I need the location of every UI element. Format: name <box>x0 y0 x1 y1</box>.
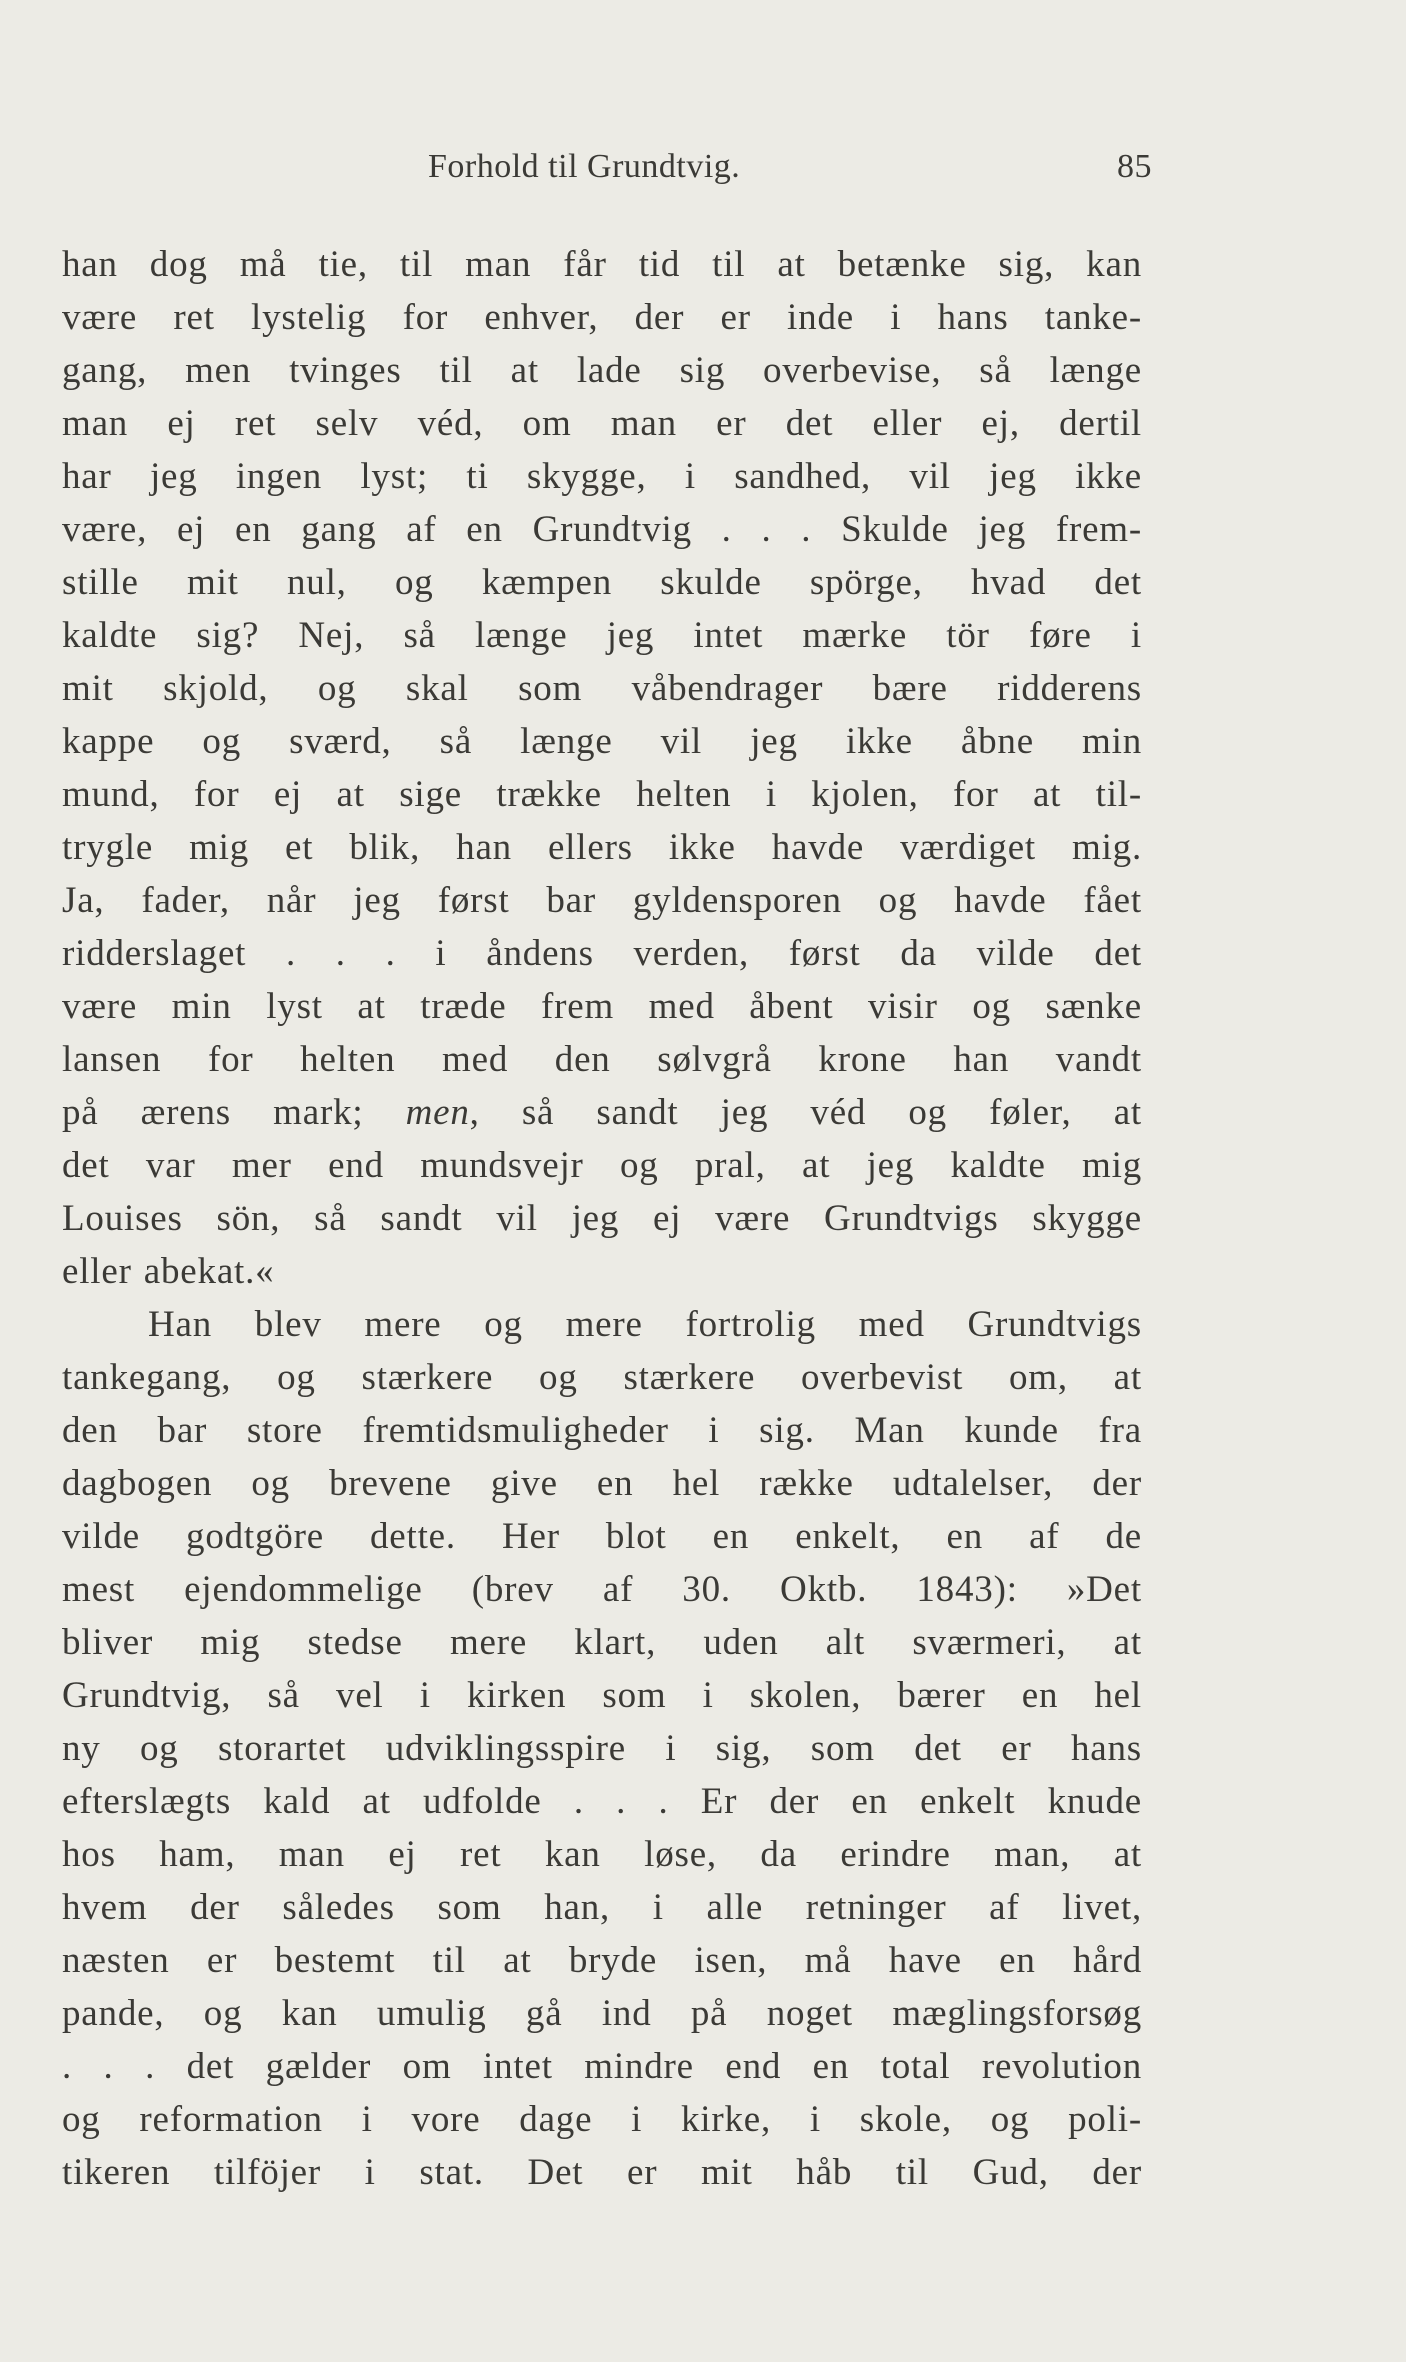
text-line: pande, og kan umulig gå ind på noget mæglingsforsøg <box>62 1993 1142 2034</box>
text-line: Grundtvig, så vel i kirken som i skolen, bærer en hel <box>62 1675 1142 1716</box>
text-line: hvem der således som han, i alle retninger af livet, <box>62 1887 1142 1928</box>
text-line: det var mer end mundsvejr og pral, at jeg kaldte mig <box>62 1145 1142 1186</box>
text-line: den bar store fremtidsmuligheder i sig. Man kunde fra <box>62 1410 1142 1451</box>
text-line: vilde godtgöre dette. Her blot en enkelt, en af de <box>62 1516 1142 1557</box>
line-segment: på ærens mark; <box>62 1092 406 1133</box>
body-text <box>62 238 1142 2199</box>
text-line: næsten er bestemt til at bryde isen, må have en hård <box>62 1940 1142 1981</box>
text-line: har jeg ingen lyst; ti skygge, i sandhed, vil jeg ikke <box>62 456 1142 497</box>
text-line: være ret lystelig for enhver, der er inde i hans tanke- <box>62 297 1142 338</box>
text-line: gang, men tvinges til at lade sig overbevise, så længe <box>62 350 1142 391</box>
text-line: Ja, fader, når jeg først bar gyldensporen og havde fået <box>62 880 1142 921</box>
text-line: man ej ret selv véd, om man er det eller ej, dertil <box>62 403 1142 444</box>
text-line: eller abekat.« <box>62 1251 275 1292</box>
text-line: ny og storartet udviklingsspire i sig, som det er hans <box>62 1728 1142 1769</box>
text-line: og reformation i vore dage i kirke, i skole, og poli- <box>62 2099 1142 2140</box>
text-line: hos ham, man ej ret kan løse, da erindre man, at <box>62 1834 1142 1875</box>
text-line: mest ejendommelige (brev af 30. Oktb. 1843): »Det <box>62 1569 1142 1610</box>
text-line: tankegang, og stærkere og stærkere overbevist om, at <box>62 1357 1142 1398</box>
text-line: kappe og sværd, så længe vil jeg ikke åbne min <box>62 721 1142 762</box>
text-line: efterslægts kald at udfolde . . . Er der en enkelt knude <box>62 1781 1142 1822</box>
text-line: mit skjold, og skal som våbendrager bære ridderens <box>62 668 1142 709</box>
text-line: han dog må tie, til man får tid til at betænke sig, kan <box>62 244 1142 285</box>
text-line: Louises sön, så sandt vil jeg ej være Grundtvigs skygge <box>62 1198 1142 1239</box>
text-line: lansen for helten med den sølvgrå krone han vandt <box>62 1039 1142 1080</box>
text-line: dagbogen og brevene give en hel række udtalelser, der <box>62 1463 1142 1504</box>
emphasized-word: men <box>405 1092 470 1133</box>
text-line: . . . det gælder om intet mindre end en total revolution <box>62 2046 1142 2087</box>
text-line: være min lyst at træde frem med åbent visir og sænke <box>62 986 1142 1027</box>
page-number: 85 <box>1117 148 1152 185</box>
text-line: mund, for ej at sige trække helten i kjolen, for at til- <box>62 774 1142 815</box>
text-line: være, ej en gang af en Grundtvig . . . Skulde jeg frem- <box>62 509 1142 550</box>
text-line: ridderslaget . . . i åndens verden, først da vilde det <box>62 933 1142 974</box>
running-head <box>62 148 1152 198</box>
text-line: tikeren tilföjer i stat. Det er mit håb til Gud, der <box>62 2152 1142 2193</box>
paragraph-first-line: Han blev mere og mere fortrolig med Grundtvigs <box>148 1304 1142 1345</box>
text-line-with-emphasis <box>62 1086 1142 1139</box>
text-line: trygle mig et blik, han ellers ikke havde værdiget mig. <box>62 827 1142 868</box>
line-segment: , så sandt jeg véd og føler, at <box>469 1092 1142 1133</box>
running-title: Forhold til Grundtvig. <box>428 148 741 185</box>
text-line: stille mit nul, og kæmpen skulde spörge, hvad det <box>62 562 1142 603</box>
text-line: kaldte sig? Nej, så længe jeg intet mærke tör føre i <box>62 615 1142 656</box>
text-line: bliver mig stedse mere klart, uden alt sværmeri, at <box>62 1622 1142 1663</box>
